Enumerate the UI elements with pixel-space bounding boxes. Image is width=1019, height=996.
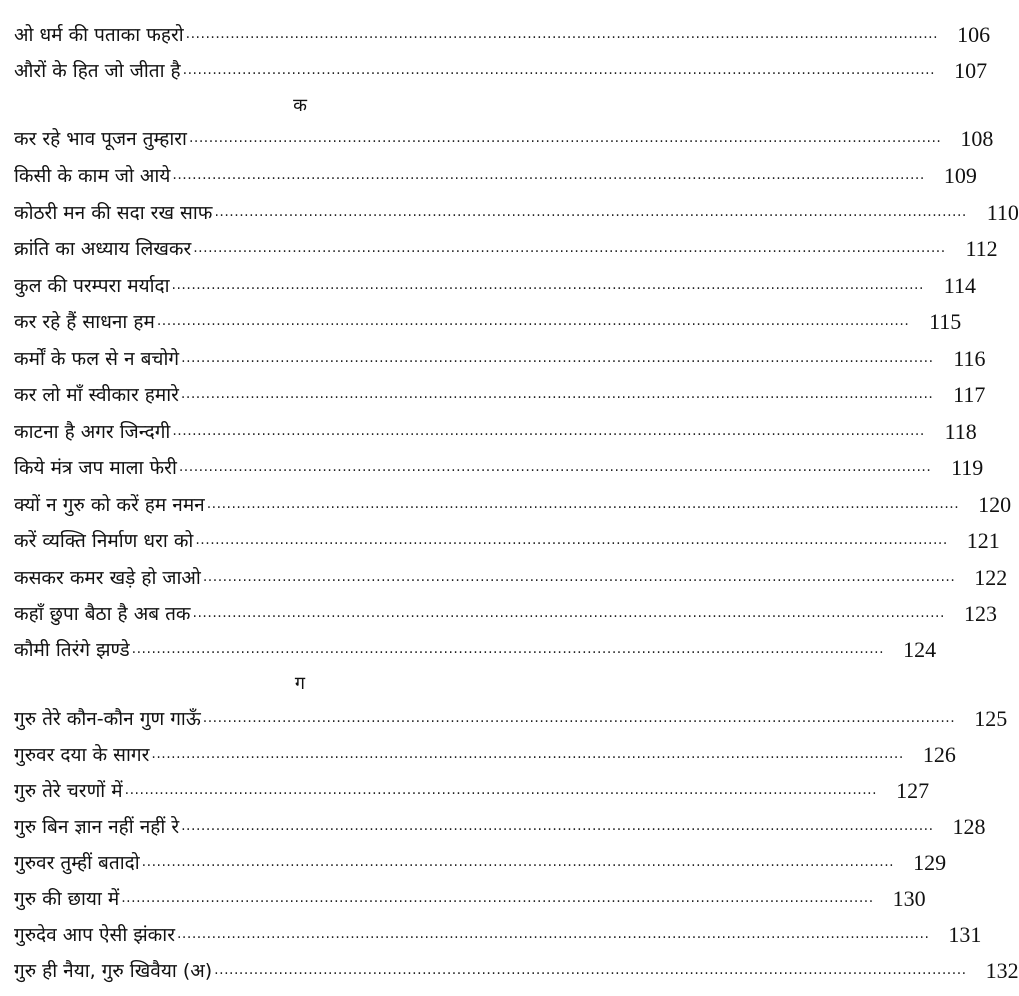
toc-entry-title: कर लो माँ स्वीकार हमारे [14,384,179,406]
toc-entry-title: कुल की परम्परा मर्यादा [14,275,170,297]
toc-entry-page: 114 [943,273,976,298]
dot-leader [121,887,873,909]
dot-leader [181,383,933,405]
toc-entry[interactable] [14,916,982,948]
toc-entry[interactable] [14,267,976,299]
toc-entry-page: 126 [922,742,956,767]
toc-entry-page: 120 [978,492,1012,517]
toc-entry-page: 117 [953,382,986,407]
toc-entry[interactable] [14,486,1012,518]
dot-leader [195,529,947,551]
toc-entry-page: 107 [954,58,988,83]
toc-entry-page: 115 [929,309,962,334]
dot-leader [172,274,924,296]
toc-entry-title: कोठरी मन की सदा रख साफ [14,202,213,224]
toc-entry-page: 121 [966,528,1000,553]
toc-entry-page: 116 [953,346,986,371]
toc-entry-page: 118 [944,419,977,444]
toc-entry-title: क्यों न गुरु को करें हम नमन [14,494,205,516]
toc-entry-title: किसी के काम जो आये [14,165,171,187]
toc-entry-page: 108 [960,126,994,151]
section-heading-ga: ग [294,673,306,694]
toc-entry-page: 132 [985,958,1019,983]
toc-entry[interactable] [14,952,1019,984]
toc-entry-title: गुरु बिन ज्ञान नहीं नहीं रे [14,816,180,838]
toc-entry[interactable] [14,844,947,876]
section-heading-ka: क [293,95,307,116]
dot-leader [214,201,966,223]
toc-entry[interactable] [14,736,956,768]
toc-entry-page: 112 [965,236,998,261]
dot-leader [132,638,884,660]
toc-entry[interactable] [14,230,998,262]
toc-entry[interactable] [14,52,988,84]
toc-entry-page: 125 [974,706,1008,731]
dot-leader [179,456,931,478]
toc-entry-title: गुरु की छाया में [14,888,120,910]
toc-entry-title: गुरुवर तुम्हीं बतादो [14,852,140,874]
toc-entry-page: 106 [957,22,991,47]
dot-leader [151,743,903,765]
dot-leader [181,815,933,837]
dot-leader [181,347,933,369]
dot-leader [177,923,929,945]
toc-entry-title: गुरु ही नैया, गुरु खिवैया (अ) [14,960,213,982]
toc-entry-title: ओ धर्म की पताका फहरो [14,24,184,46]
toc-entry-page: 122 [974,565,1008,590]
dot-leader [193,602,945,624]
dot-leader [186,23,938,45]
toc-entry-title: करें व्यक्ति निर्माण धरा को [14,530,194,552]
toc-entry-title: कर रहे भाव पूजन तुम्हारा [14,128,187,150]
toc-entry-page: 128 [952,814,986,839]
toc-entry-page: 119 [951,455,984,480]
toc-entry-page: 130 [892,886,926,911]
dot-leader [125,779,877,801]
toc-entry[interactable] [14,559,1008,591]
dot-leader [183,59,935,81]
toc-entry-title: काटना है अगर जिन्दगी [14,421,171,443]
toc-entry[interactable] [14,413,977,445]
toc-entry[interactable] [14,157,977,189]
dot-leader [203,566,955,588]
toc-entry-title: कर रहे हैं साधना हम [14,311,155,333]
toc-entry-page: 127 [896,778,930,803]
toc-entry-title: गुरु तेरे चरणों में [14,780,123,802]
toc-entry[interactable] [14,194,1019,226]
dot-leader [193,237,945,259]
toc-entry-title: क्रांति का अध्याय लिखकर [14,238,192,260]
toc-entry-page: 124 [903,637,937,662]
toc-entry-page: 109 [943,163,977,188]
toc-entry-title: गुरुवर दया के सागर [14,744,150,766]
toc-entry[interactable] [14,340,986,372]
dot-leader [142,851,894,873]
toc-entry[interactable] [14,16,991,48]
toc-entry[interactable] [14,522,1000,554]
toc-entry[interactable] [14,772,930,804]
toc-entry-title: औरों के हित जो जीता है [14,60,181,82]
toc-entry-title: किये मंत्र जप माला फेरी [14,457,177,479]
toc-entry[interactable] [14,700,1008,732]
toc-entry-title: कर्मों के फल से न बचोगे [14,348,180,370]
toc-entry-title: कसकर कमर खड़े हो जाओ [14,567,201,589]
toc-entry[interactable] [14,595,997,627]
dot-leader [207,493,959,515]
dot-leader [172,164,924,186]
dot-leader [214,959,966,981]
toc-entry-page: 131 [948,922,982,947]
toc-entry-page: 110 [986,200,1019,225]
toc-entry[interactable] [14,303,962,335]
dot-leader [172,420,924,442]
dot-leader [157,310,909,332]
toc-entry[interactable] [14,120,994,152]
toc-entry[interactable] [14,880,926,912]
toc-entry-title: कौमी तिरंगे झण्डे [14,639,130,661]
toc-entry[interactable] [14,808,986,840]
dot-leader [203,707,955,729]
toc-entry[interactable] [14,631,937,663]
toc-entry-page: 129 [913,850,947,875]
toc-entry[interactable] [14,449,984,481]
dot-leader [189,127,941,149]
toc-entry-title: गुरुदेव आप ऐसी झंकार [14,924,175,946]
toc-entry-title: कहाँ छुपा बैठा है अब तक [14,603,191,625]
toc-entry-page: 123 [963,601,997,626]
toc-entry[interactable] [14,376,986,408]
toc-entry-title: गुरु तेरे कौन-कौन गुण गाऊँ [14,708,201,730]
